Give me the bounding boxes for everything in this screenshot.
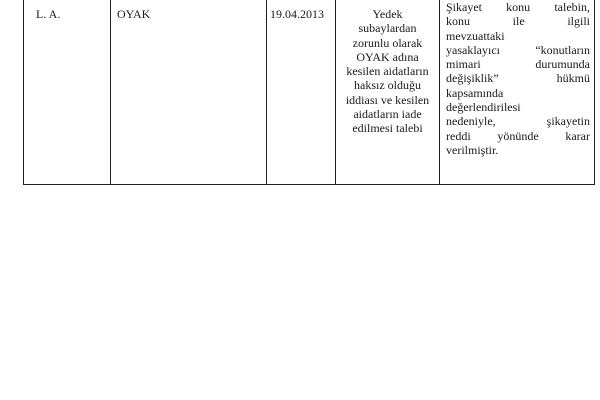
decision-line bbox=[446, 14, 590, 28]
table-row bbox=[24, 0, 595, 185]
decision-word: değişiklik” bbox=[446, 71, 499, 86]
decision-word: kapsamında bbox=[446, 85, 504, 100]
decision-word: talebin, bbox=[554, 0, 590, 14]
subject-line: OYAK adına bbox=[356, 49, 419, 64]
decision-word: ile bbox=[512, 14, 525, 29]
decision-line bbox=[446, 0, 590, 14]
decision-word: yönünde bbox=[497, 128, 539, 143]
date-cell bbox=[267, 0, 336, 185]
decision-line bbox=[446, 114, 590, 128]
subject-line: subaylardan bbox=[358, 21, 417, 36]
subject-line: iddiası ve kesilen bbox=[345, 92, 430, 107]
decision-word: değerlendirilesi bbox=[446, 100, 521, 115]
applicant-name: L. A. bbox=[36, 7, 61, 21]
decision-word: hükmü bbox=[556, 71, 590, 86]
decision-word: şikayetin bbox=[546, 114, 590, 129]
institution-cell bbox=[111, 0, 267, 185]
decision-word: ilgili bbox=[567, 14, 590, 29]
subject-line: kesilen aidatların bbox=[346, 64, 429, 79]
decision-line bbox=[446, 100, 590, 114]
decision-line bbox=[446, 43, 590, 57]
decision-word: mevzuattaki bbox=[446, 28, 505, 43]
decision-word: verilmiştir. bbox=[446, 142, 499, 157]
decision-word: konu bbox=[506, 0, 531, 14]
subject-line: aidatların iade bbox=[353, 107, 422, 122]
decision-word: “konutların bbox=[535, 42, 590, 57]
decision-word: karar bbox=[565, 128, 590, 143]
decision-word: reddi bbox=[446, 128, 471, 143]
decision-word: Şikayet bbox=[446, 0, 482, 14]
decision-word: mimari bbox=[446, 57, 481, 72]
decision-text bbox=[440, 0, 594, 157]
institution-name: OYAK bbox=[117, 7, 151, 21]
subject-line: Yedek bbox=[372, 7, 403, 21]
complaint-table bbox=[23, 0, 595, 185]
applicant-cell bbox=[24, 0, 111, 185]
decision-word: yasaklayıcı bbox=[446, 42, 500, 57]
decision-word: nedeniyle, bbox=[446, 114, 496, 129]
decision-cell bbox=[440, 0, 595, 185]
application-date: 19.04.2013 bbox=[270, 7, 324, 21]
decision-word: durumunda bbox=[535, 57, 590, 72]
subject-line: haksız olduğu bbox=[354, 78, 421, 93]
subject-cell bbox=[336, 0, 440, 185]
decision-line bbox=[446, 129, 590, 143]
subject-text bbox=[336, 0, 439, 136]
decision-line bbox=[446, 143, 590, 157]
subject-line: edilmesi talebi bbox=[352, 121, 423, 136]
decision-line bbox=[446, 57, 590, 71]
decision-word: konu bbox=[446, 14, 470, 29]
decision-line bbox=[446, 86, 590, 100]
decision-line bbox=[446, 29, 590, 43]
subject-line: zorunlu olarak bbox=[352, 35, 423, 50]
decision-line bbox=[446, 71, 590, 85]
